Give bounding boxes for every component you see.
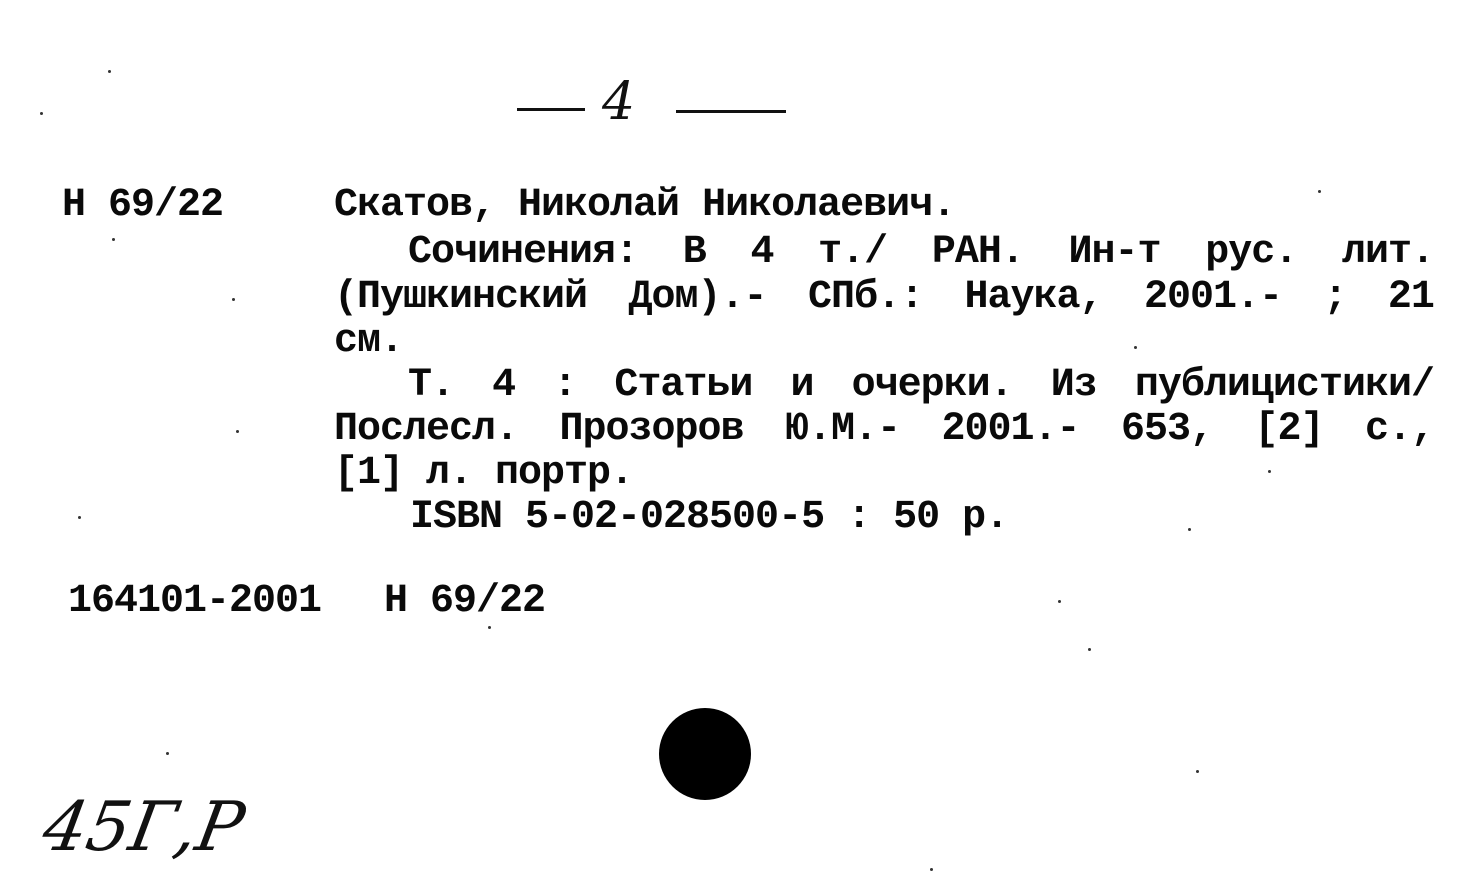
record-id: 164101-2001 [68, 579, 322, 624]
page-number-dash-left [517, 108, 585, 111]
isbn-line: ISBN 5-02-028500-5 : 50 р. [410, 495, 1009, 540]
scan-speck [236, 430, 239, 433]
size-line: см. [334, 319, 404, 364]
scan-speck [1268, 470, 1271, 473]
illustrations-line: [1] л. портр. [334, 451, 634, 496]
scan-speck [232, 298, 235, 301]
punch-hole [659, 708, 751, 800]
page-number-dash-right [676, 110, 786, 113]
scan-speck [78, 516, 81, 519]
scan-speck [1196, 770, 1199, 773]
publisher-line: (Пушкинский Дом).- СПб.: Наука, 2001.- ; 21 [334, 275, 1434, 320]
scan-speck [112, 238, 115, 241]
scan-speck [1134, 346, 1137, 349]
scan-speck [1058, 600, 1061, 603]
scan-speck [1088, 648, 1091, 651]
scan-speck [1188, 528, 1191, 531]
handwritten-note: 45Г,Р [37, 788, 250, 867]
scan-speck [1318, 190, 1321, 193]
footer-call-number: Н 69/22 [384, 579, 546, 624]
afterword-line: Послесл. Прозоров Ю.М.- 2001.- 653, [2] с., [334, 407, 1434, 452]
scan-speck [166, 752, 169, 755]
volume-line: Т. 4 : Статьи и очерки. Из публицистики/ [408, 363, 1434, 408]
call-number: Н 69/22 [62, 183, 224, 228]
scan-speck [930, 868, 933, 871]
author-line: Скатов, Николай Николаевич. [334, 183, 956, 228]
title-line: Сочинения: В 4 т./ РАН. Ин-т рус. лит. [408, 230, 1434, 275]
page-number: 4 [602, 72, 636, 132]
scan-speck [488, 626, 491, 629]
scan-speck [40, 112, 43, 115]
scan-speck [108, 70, 111, 73]
